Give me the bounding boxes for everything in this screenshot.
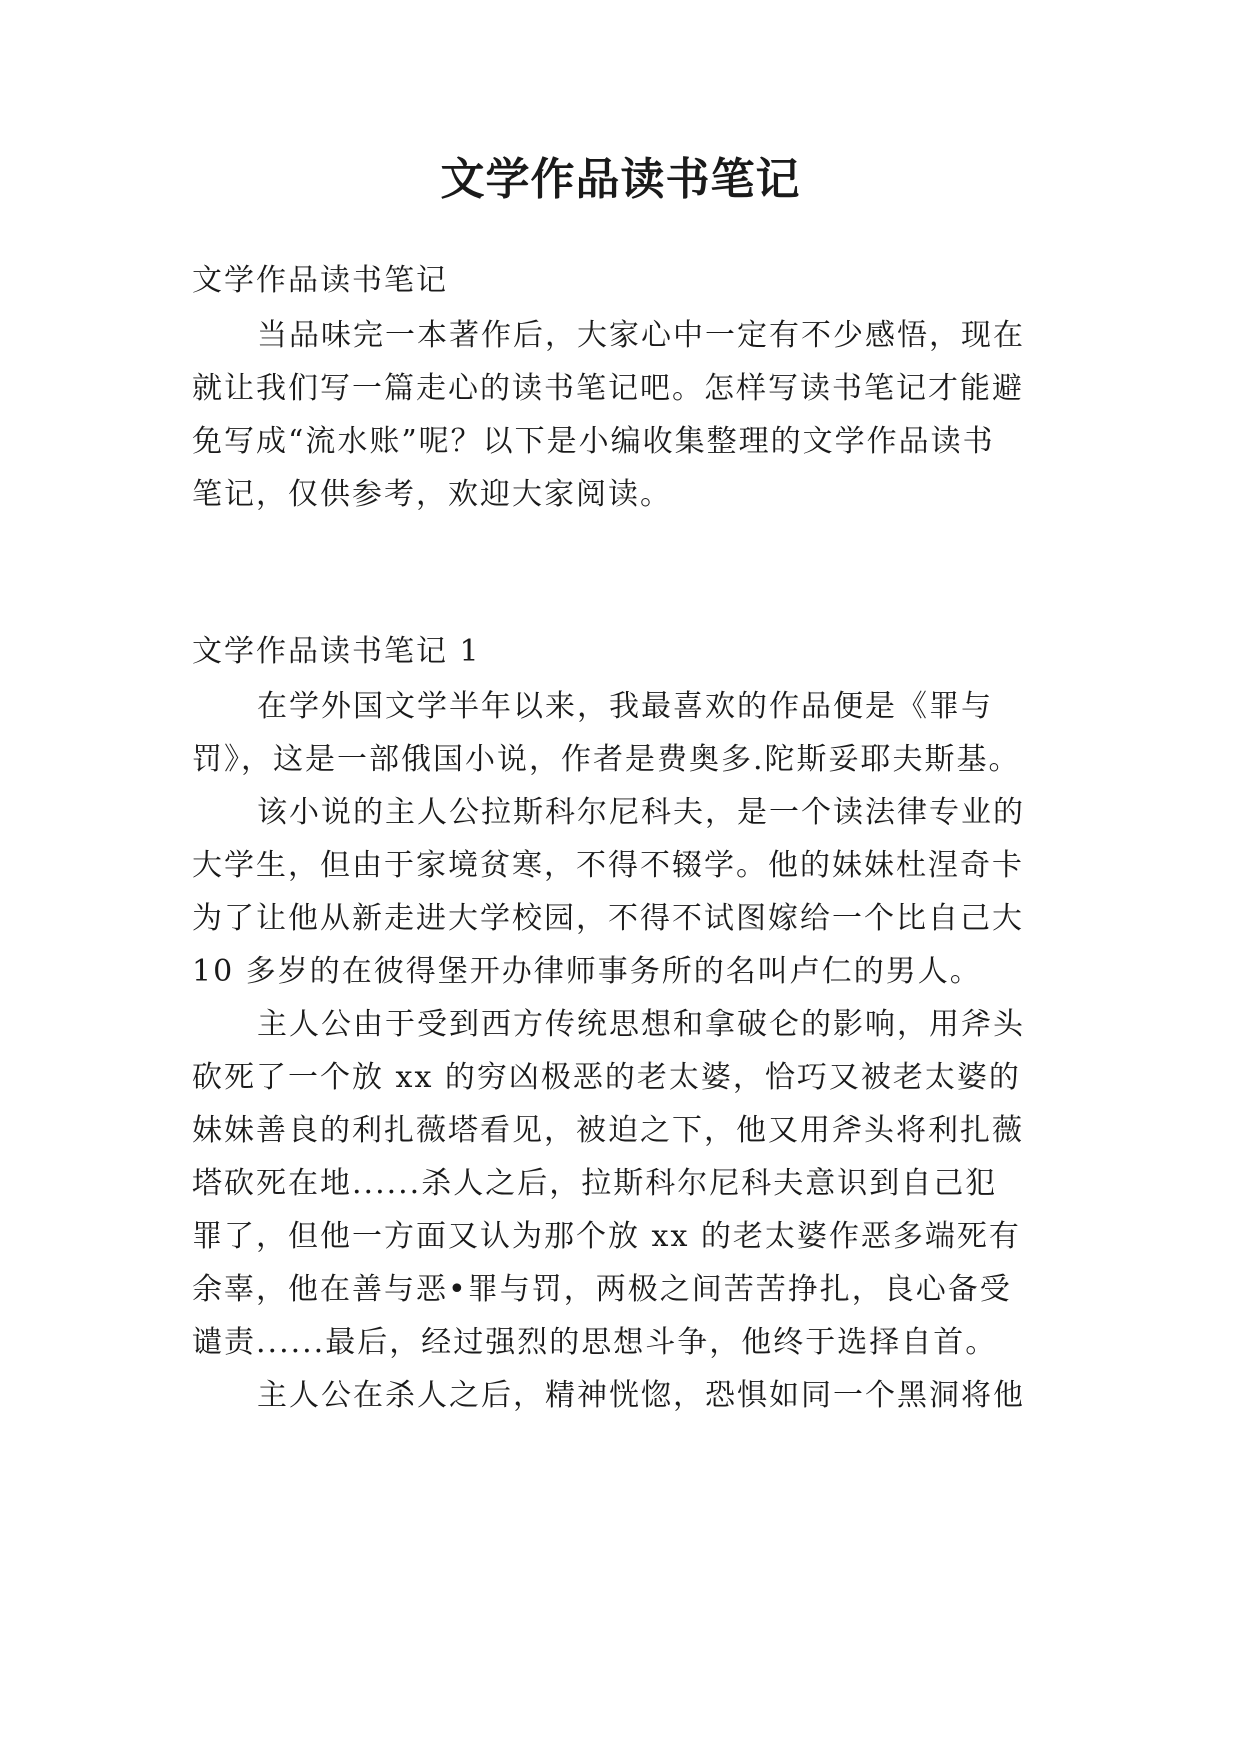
section-1-line: 罪了，但他一方面又认为那个放 xx 的老太婆作恶多端死有 — [192, 1219, 1021, 1254]
section-1-line: 塔砍死在地......杀人之后，拉斯科尔尼科夫意识到自己犯 — [192, 1166, 998, 1201]
section-1-line: 10 多岁的在彼得堡开办律师事务所的名叫卢仁的男人。 — [192, 954, 982, 989]
section-1-line: 主人公由于受到西方传统思想和拿破仑的影响，用斧头 — [257, 1007, 1025, 1042]
section-1-line: 砍死了一个放 xx 的穷凶极恶的老太婆，恰巧又被老太婆的 — [192, 1060, 1021, 1095]
section-1-line: 谴责......最后，经过强烈的思想斗争，他终于选择自首。 — [192, 1325, 998, 1360]
intro-line-4: 笔记，仅供参考，欢迎大家阅读。 — [192, 477, 672, 512]
section-1-line: 妹妹善良的利扎薇塔看见，被迫之下，他又用斧头将利扎薇 — [192, 1113, 1024, 1148]
section-1-line: 主人公在杀人之后，精神恍惚，恐惧如同一个黑洞将他 — [257, 1378, 1025, 1413]
section-1-line: 为了让他从新走进大学校园，不得不试图嫁给一个比自己大 — [192, 901, 1024, 936]
intro-line-2: 就让我们写一篇走心的读书笔记吧。怎样写读书笔记才能避 — [192, 371, 1024, 406]
section-1-line: 该小说的主人公拉斯科尔尼科夫，是一个读法律专业的 — [257, 795, 1025, 830]
intro-line-1: 当品味完一本著作后，大家心中一定有不少感悟，现在 — [257, 318, 1025, 353]
section-1-line: 在学外国文学半年以来，我最喜欢的作品便是《罪与 — [257, 689, 993, 724]
section-1-line: 罚》，这是一部俄国小说，作者是费奥多.陀斯妥耶夫斯基。 — [192, 742, 1021, 777]
intro-line-3: 免写成“流水账”呢？以下是小编收集整理的文学作品读书 — [192, 424, 995, 459]
document-title: 文学作品读书笔记 — [440, 154, 801, 205]
section-1-line: 余辜，他在善与恶•罪与罚，两极之间苦苦挣扎，良心备受 — [192, 1272, 1012, 1307]
intro-heading: 文学作品读书笔记 — [192, 263, 448, 298]
section-1-heading: 文学作品读书笔记 1 — [192, 634, 481, 669]
section-1-line: 大学生，但由于家境贫寒，不得不辍学。他的妹妹杜涅奇卡 — [192, 848, 1024, 883]
